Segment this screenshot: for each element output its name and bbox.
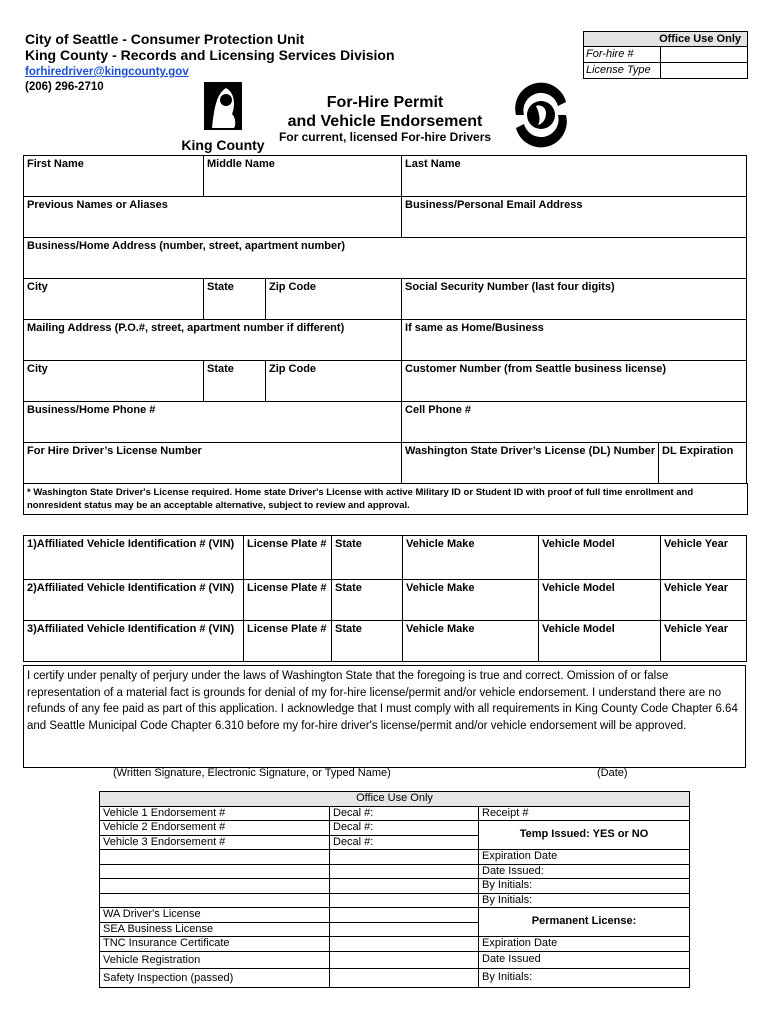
previous-names-field[interactable]: Previous Names or Aliases bbox=[24, 197, 402, 238]
king-county-logo bbox=[176, 80, 270, 152]
vehicle-year-field[interactable]: Vehicle Year bbox=[661, 621, 747, 662]
perm-date-issued-field[interactable]: Date Issued bbox=[479, 951, 690, 968]
for-hire-license-field[interactable]: For Hire Driver’s License Number bbox=[24, 443, 402, 484]
blank-cell bbox=[330, 908, 479, 923]
king-county-logo-text: King County bbox=[181, 137, 265, 153]
mailing-state-field[interactable]: State bbox=[204, 361, 266, 402]
temp-date-issued-field[interactable]: Date Issued: bbox=[479, 864, 690, 879]
form-title-line-1: For-Hire Permit bbox=[326, 94, 444, 111]
wa-drivers-license-check[interactable]: WA Driver's License bbox=[100, 908, 330, 923]
vehicle-table bbox=[23, 535, 747, 662]
vehicle-year-field[interactable]: Vehicle Year bbox=[661, 536, 747, 580]
mailing-address-field[interactable]: Mailing Address (P.O.#, street, apartment number if different) bbox=[24, 320, 402, 361]
vehicle-state-field[interactable]: State bbox=[332, 536, 403, 580]
drivers-license-note: * Washington State Driver's License required. Home state Driver's License with active Military ID or Student ID with proof of full time enrollment and nonresident status may be an acceptable alternative, subject to review and approval. bbox=[23, 483, 748, 515]
vehicle-model-field[interactable]: Vehicle Model bbox=[539, 536, 661, 580]
for-hire-number-label: For-hire # bbox=[584, 47, 661, 62]
middle-name-field[interactable]: Middle Name bbox=[204, 156, 402, 197]
vehicle-1-endorsement-field[interactable]: Vehicle 1 Endorsement # bbox=[100, 806, 330, 821]
for-hire-number-field[interactable] bbox=[661, 47, 747, 62]
mailing-zip-field[interactable]: Zip Code bbox=[266, 361, 402, 402]
email-field[interactable]: Business/Personal Email Address bbox=[402, 197, 747, 238]
perm-expiration-date-field[interactable]: Expiration Date bbox=[479, 937, 690, 952]
seattle-seal-icon bbox=[506, 80, 576, 150]
wa-dl-number-field[interactable]: Washington State Driver’s License (DL) Number bbox=[402, 443, 659, 484]
vehicle-make-field[interactable]: Vehicle Make bbox=[403, 621, 539, 662]
receipt-field[interactable]: Receipt # bbox=[479, 806, 690, 821]
perm-initials-field[interactable]: By Initials: bbox=[479, 968, 690, 987]
dl-expiration-field[interactable]: DL Expiration bbox=[659, 443, 747, 484]
contact-phone: (206) 296-2710 bbox=[25, 81, 104, 93]
zip-field[interactable]: Zip Code bbox=[266, 279, 402, 320]
blank-cell bbox=[330, 850, 479, 865]
first-name-field[interactable]: First Name bbox=[24, 156, 204, 197]
signature-label: (Written Signature, Electronic Signature, or Typed Name) bbox=[113, 767, 391, 779]
office-use-bottom-table bbox=[99, 791, 690, 988]
city-field[interactable]: City bbox=[24, 279, 204, 320]
vehicle-state-field[interactable]: State bbox=[332, 580, 403, 621]
agency-line-2: King County - Records and Licensing Services Division bbox=[25, 47, 395, 63]
sea-business-license-check[interactable]: SEA Business License bbox=[100, 922, 330, 937]
vehicle-2-endorsement-field[interactable]: Vehicle 2 Endorsement # bbox=[100, 821, 330, 836]
blank-cell bbox=[100, 864, 330, 879]
vehicle-model-field[interactable]: Vehicle Model bbox=[539, 621, 661, 662]
permanent-license-label: Permanent License: bbox=[479, 908, 690, 937]
decal-1-field[interactable]: Decal #: bbox=[330, 806, 479, 821]
form-subtitle: For current, licensed For-hire Drivers bbox=[278, 130, 492, 144]
cell-phone-field[interactable]: Cell Phone # bbox=[402, 402, 747, 443]
agency-line-1: City of Seattle - Consumer Protection Unit bbox=[25, 31, 305, 47]
vehicle-state-field[interactable]: State bbox=[332, 621, 403, 662]
blank-cell bbox=[330, 893, 479, 908]
vehicle-3-endorsement-field[interactable]: Vehicle 3 Endorsement # bbox=[100, 835, 330, 850]
form-title bbox=[280, 93, 490, 131]
state-field[interactable]: State bbox=[204, 279, 266, 320]
blank-cell bbox=[330, 879, 479, 894]
ssn-field[interactable]: Social Security Number (last four digits) bbox=[402, 279, 747, 320]
vehicle-model-field[interactable]: Vehicle Model bbox=[539, 580, 661, 621]
office-use-top-box bbox=[583, 31, 748, 79]
home-address-field[interactable]: Business/Home Address (number, street, apartment number) bbox=[24, 238, 747, 279]
temp-expiration-date-field[interactable]: Expiration Date bbox=[479, 850, 690, 865]
blank-cell bbox=[100, 893, 330, 908]
plate-field[interactable]: License Plate # bbox=[244, 621, 332, 662]
vehicle-row bbox=[24, 580, 747, 621]
vehicle-year-field[interactable]: Vehicle Year bbox=[661, 580, 747, 621]
certification-statement: I certify under penalty of perjury under the laws of Washington State that the foregoing is true and correct. Omission of or false representation of a material fact is grounds for denial of my for-hire license/permit and/or vehicle endorsement. I understand there are no refunds of any fee paid as part of this application. I acknowledge that I must comply with all requirements in King County Code Chapter 6.64 and Seattle Municipal Code Chapter 6.310 before my for-hire driver's license/permit and/or vehicle endorsement will be approved. bbox=[23, 665, 746, 768]
vehicle-row bbox=[24, 621, 747, 662]
temp-initials-field[interactable]: By Initials: bbox=[479, 879, 690, 894]
applicant-info-table bbox=[23, 155, 747, 484]
office-use-top-row bbox=[584, 63, 747, 78]
temp-issued-field[interactable]: Temp Issued: YES or NO bbox=[479, 821, 690, 850]
blank-cell bbox=[330, 968, 479, 987]
blank-cell bbox=[330, 922, 479, 937]
blank-cell bbox=[330, 937, 479, 952]
blank-cell bbox=[100, 850, 330, 865]
vin-field[interactable]: 1)Affiliated Vehicle Identification # (VIN) bbox=[24, 536, 244, 580]
plate-field[interactable]: License Plate # bbox=[244, 536, 332, 580]
decal-3-field[interactable]: Decal #: bbox=[330, 835, 479, 850]
blank-cell bbox=[100, 879, 330, 894]
decal-2-field[interactable]: Decal #: bbox=[330, 821, 479, 836]
license-type-label: License Type bbox=[584, 63, 661, 78]
vehicle-make-field[interactable]: Vehicle Make bbox=[403, 580, 539, 621]
last-name-field[interactable]: Last Name bbox=[402, 156, 747, 197]
blank-cell bbox=[330, 864, 479, 879]
office-use-top-title: Office Use Only bbox=[584, 32, 747, 47]
tnc-insurance-check[interactable]: TNC Insurance Certificate bbox=[100, 937, 330, 952]
license-type-field[interactable] bbox=[661, 63, 747, 78]
safety-inspection-check[interactable]: Safety Inspection (passed) bbox=[100, 968, 330, 987]
customer-number-field[interactable]: Customer Number (from Seattle business license) bbox=[402, 361, 747, 402]
date-label: (Date) bbox=[597, 767, 628, 779]
temp-initials-field-2[interactable]: By Initials: bbox=[479, 893, 690, 908]
vin-field[interactable]: 2)Affiliated Vehicle Identification # (VIN) bbox=[24, 580, 244, 621]
same-as-home-field[interactable]: If same as Home/Business bbox=[402, 320, 747, 361]
contact-email-link[interactable]: forhiredriver@kingcounty.gov bbox=[25, 66, 189, 78]
king-county-emblem-icon bbox=[176, 80, 270, 132]
vin-field[interactable]: 3)Affiliated Vehicle Identification # (VIN) bbox=[24, 621, 244, 662]
form-title-line-2: and Vehicle Endorsement bbox=[287, 113, 483, 130]
vehicle-row bbox=[24, 536, 747, 580]
vehicle-make-field[interactable]: Vehicle Make bbox=[403, 536, 539, 580]
office-use-top-row bbox=[584, 47, 747, 63]
plate-field[interactable]: License Plate # bbox=[244, 580, 332, 621]
blank-cell bbox=[330, 951, 479, 968]
vehicle-registration-check[interactable]: Vehicle Registration bbox=[100, 951, 330, 968]
city-of-seattle-logo bbox=[506, 80, 576, 150]
home-phone-field[interactable]: Business/Home Phone # bbox=[24, 402, 402, 443]
mailing-city-field[interactable]: City bbox=[24, 361, 204, 402]
office-use-bottom-title: Office Use Only bbox=[100, 792, 690, 807]
